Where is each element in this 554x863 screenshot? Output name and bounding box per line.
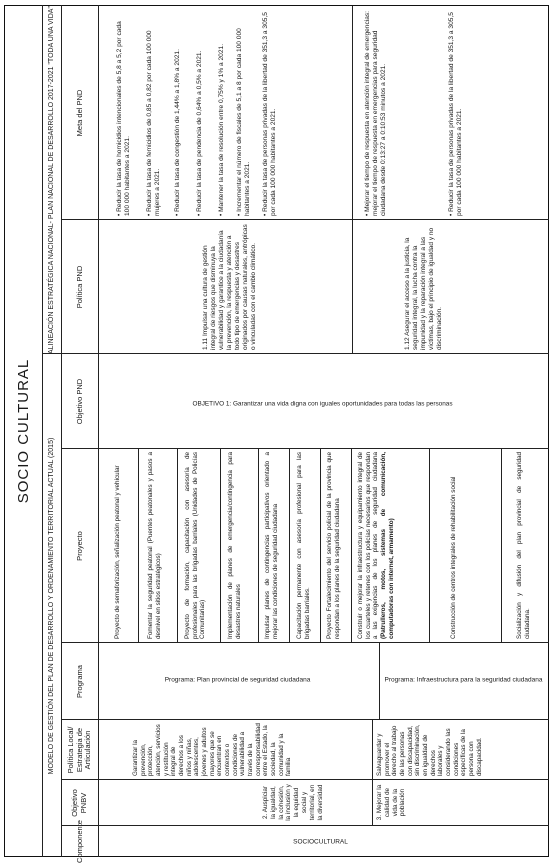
proyecto-8-bold: (Patrulleros, motos, sistemas de comunicación, computadoras con internet, armamento) [380, 452, 395, 639]
column-header-componente: Componente [62, 826, 98, 857]
page-title: SOCIO CULTURAL [4, 5, 42, 857]
proyecto-10: Socialización y difusión del plan provincial de seguridad ciudadana. [502, 449, 548, 642]
componente-value: SOCIOCULTURAL [276, 839, 366, 846]
meta-item: • Reducir la tasa de pendencia de 0,64% a 0,5% a 2021. [196, 10, 204, 216]
column-header-objetivo-pnbv: Objetivo PNBV [62, 780, 98, 826]
column-header-meta-pnd: Meta del PND [62, 6, 98, 220]
politica-pnd-2: 1.12 Asegurar el acceso a la justicia, la seguridad integral, la lucha contra la impunidad y la reparación integral a las víctimas, bajo el principio de igualdad y no discriminación. [402, 221, 492, 353]
politica-local-2: Salvaguardar y promover el derecho al trabajo de las personas con discapacidad, sin discriminación, en igualdad de derechos laborales y considerando las condiciones específicas de la persona con discapacidad. [374, 720, 546, 779]
politica-local-1: Garantizar la prevención, protección, atención, servicios y restitución integral de derechos a los niños y niñas, adolescentes, jóvenes y adultos mayores que se encuentran en contextos o condiciones de vulnerabilidad a través de la corresponsabilidad entre el Estado, la sociedad, la comunidad y la familia [130, 720, 372, 779]
column-header-proyecto: Proyecto [62, 449, 98, 643]
objetivo-pnbv-3: 3. Mejorar la calidad de vida de la población [374, 780, 434, 825]
section-header-right: ALINEACIÓN ESTRATÉGICA NACIONAL- PLAN NACIONAL DE DESARROLLO 2017-2021 "TODA UNA VIDA" [43, 6, 61, 354]
programa-1: Programa: Plan provincial de seguridad ciudadana [138, 677, 338, 684]
proyecto-9: Construcción de centros integrales de rehabilitación social [430, 449, 500, 642]
meta-item: • Reducir la tasa de femicidios de 0,85 a 0,82 por cada 100 000 mujeres a 2021. [146, 10, 162, 216]
politica-pnd-1: 1.11 Impulsar una cultura de gestión integral de riesgos que disminuya la vulnerabilidad y garantice a la ciudadanía la prevención, la respuesta y atención a todo tipo de emergencias y desastres originados por causas naturales, antrópicas o vinculadas con el cambio climático. [200, 221, 330, 353]
meta-item: • Reducir la tasa de personas privadas de la libertad de 351,3 a 305,5 por cada 100 000 habitantes a 2021. [262, 10, 278, 216]
proyecto-8 [352, 449, 428, 642]
section-header-left: MODELO DE GESTIÓN DEL PLAN DE DESARROLLO Y ORDENAMIENTO TERRITORIAL ACTUAL (2015) [44, 355, 60, 857]
metas-block-2 [354, 7, 548, 219]
meta-item: • Reducir la tasa de congestión de 1,44% a 1,8% a 2021. [174, 10, 182, 216]
proyecto-3: Proyecto de formación, capacitación con asesoría de profesionales para las brigadas barriales (Unidades de Policías Comunitarias) [178, 449, 220, 642]
programa-cell-2 [380, 643, 549, 720]
programa-2: Programa: Infraestructura para la seguridad ciudadana [359, 677, 554, 684]
metas-block-1 [100, 7, 350, 219]
meta-item: • Incrementar el número de fiscales de 5,1 a 8 por cada 100 000 habitantes a 2021. [236, 10, 252, 216]
meta-item: • Reducir la tasa de homicidios intencionales de 5,8 a 5,2 por cada 100 000 habitantes a 2021. [116, 10, 132, 216]
proyecto-7: Proyecto Fortalecimiento del servicio policial de la provincia que respondan a los planes de la seguridad ciudadana [321, 449, 351, 642]
proyecto-6: Capacitación permanente con asesoría profesional para las brigadas barriales. [290, 449, 320, 642]
proyecto-5: Impulsar planes de contingencias participativos orientado a mejorar las condiciones de seguridad ciudadana [259, 449, 289, 642]
programa-cell-1 [99, 643, 379, 720]
proyecto-4: Implementación de planes de emergencia/contingencia para desastres naturales [221, 449, 257, 642]
objetivo-pnd-cell [99, 354, 549, 449]
componente-cell [99, 826, 549, 857]
meta-item: • Mantener la tasa de resolución entre 0,75% y 1% a 2021. [218, 10, 226, 216]
meta-item: • Reducir la tasa de personas privadas de la libertad de 351,3 a 305,5 por cada 100 000 habitantes a 2021. [448, 10, 464, 216]
proyecto-1: Proyecto de semaforización, señalización peatonal y vehicular [100, 449, 138, 642]
proyecto-8-text: Construir o mejorar la infraestructura y equipamiento integral de los cuarteles y retenes con los policías necesarios que respondan a las exigencias de los planes de seguridad ciudadana [357, 452, 379, 639]
objetivo-pnd-value: OBJETIVO 1: Garantizar una vida digna con iguales oportunidades para todas las personas [143, 401, 503, 408]
column-header-objetivo-pnd: Objetivo PND [62, 354, 98, 449]
proyecto-2: Fomentar la seguridad peatonal (Puentes peatonales y pasos a desnivel en sitios estratégicos) [139, 449, 175, 642]
meta-item: • Mejorar el tiempo de respuesta en atención integral de emergencias: mejorar el tiempo de respuesta en emergencias para seguridad ciudadana desde 0:13:27 a 0:10:53 minutos a 2021. [364, 10, 388, 216]
column-header-politica-pnd: Política PND [62, 220, 98, 354]
objetivo-pnbv-2: 2. Auspiciar la igualdad, la cohesión, la inclusión y la equidad social y territorial, en la diversidad [260, 780, 370, 825]
column-header-programa: Programa [62, 643, 98, 720]
column-header-politica-local: Política Local/ Estrategia de Articulación [62, 720, 98, 780]
